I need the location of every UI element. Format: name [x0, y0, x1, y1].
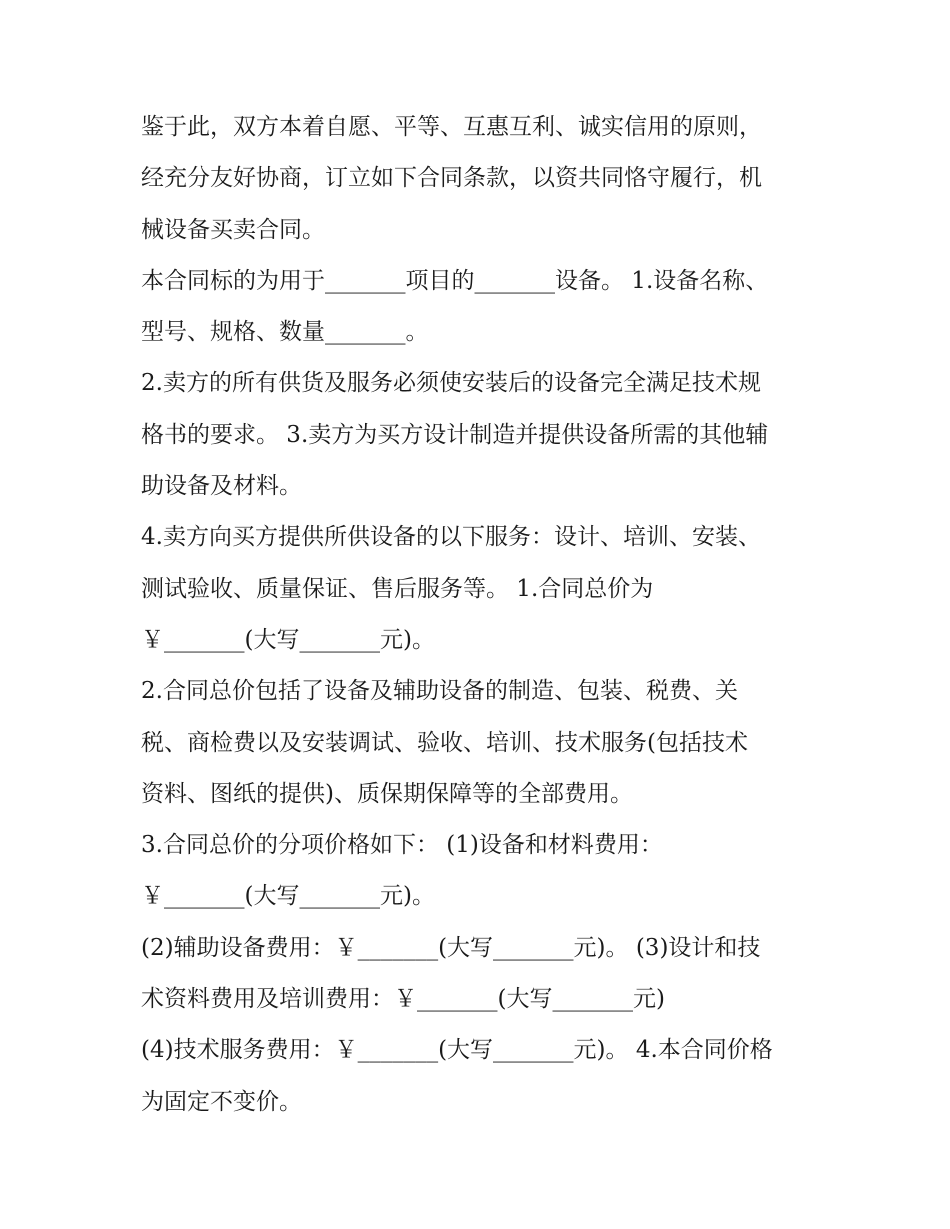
text-line: 3.合同总价的分项价格如下： (1)设备和材料费用：: [141, 832, 663, 859]
text-line: 械设备买卖合同。: [141, 216, 325, 243]
text-line: ￥_______(大写_______元)。: [141, 883, 435, 910]
text-line: 为固定不变价。: [141, 1088, 302, 1115]
text-line: 2.卖方的所有供货及服务必须使安装后的设备完全满足技术规: [141, 370, 761, 397]
text-line: 4.卖方向买方提供所供设备的以下服务：设计、培训、安装、: [141, 524, 761, 551]
text-line: 格书的要求。 3.卖方为买方设计制造并提供设备所需的其他辅: [141, 421, 769, 448]
text-line: 税、商检费以及安装调试、验收、培训、技术服务(包括技术: [141, 729, 748, 756]
text-line: 测试验收、质量保证、售后服务等。 1.合同总价为: [141, 575, 654, 602]
text-line: 资料、图纸的提供)、质保期保障等的全部费用。: [141, 780, 633, 807]
text-line: (2)辅助设备费用：￥_______(大写_______元)。 (3)设计和技: [141, 934, 761, 961]
text-line: 2.合同总价包括了设备及辅助设备的制造、包装、税费、关: [141, 678, 738, 705]
text-line: 型号、规格、数量_______。: [141, 319, 429, 346]
text-line: ￥_______(大写_______元)。: [141, 626, 435, 653]
text-line: 鉴于此，双方本着自愿、平等、互惠互利、诚实信用的原则，: [141, 114, 762, 140]
text-line: 本合同标的为用于_______项目的_______设备。 1.设备名称、: [141, 267, 769, 294]
text-line: 经充分友好协商，订立如下合同条款，以资共同恪守履行，机: [141, 165, 762, 192]
text-line: 助设备及材料。: [141, 473, 302, 500]
text-line: (4)技术服务费用：￥_______(大写_______元)。 4.本合同价格: [141, 1037, 773, 1064]
text-line: 术资料费用及培训费用：￥_______(大写_______元): [141, 986, 665, 1013]
document-body: [141, 102, 831, 1128]
